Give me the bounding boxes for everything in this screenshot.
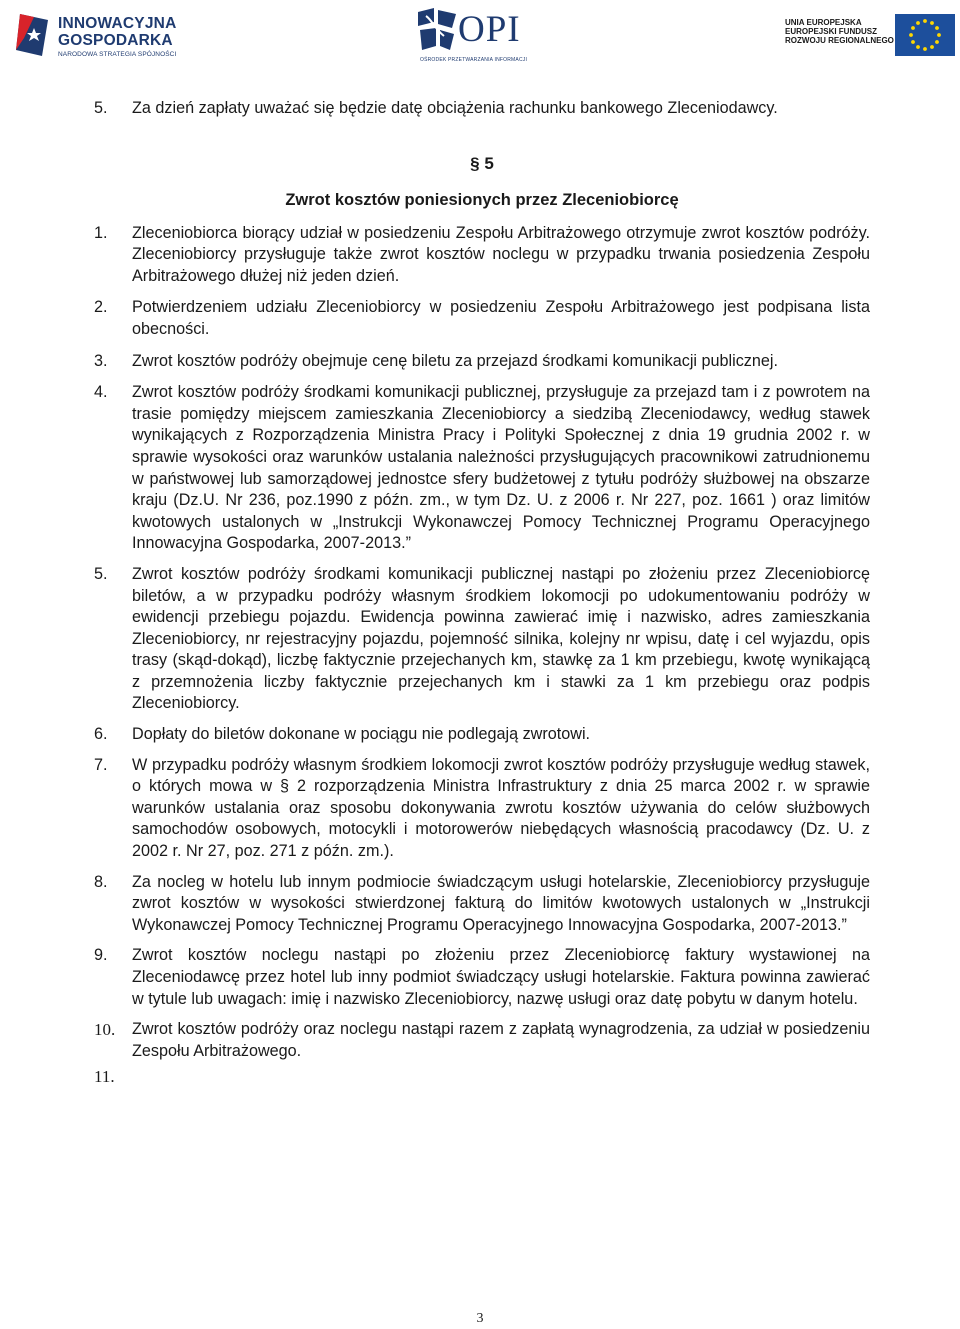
list-item [94, 1066, 870, 1088]
item-number: 5. [94, 564, 108, 583]
item-text: W przypadku podróży własnym środkiem lokomocji zwrot kosztów podróży przysługuje według stawek, o których mowa w § 2 rozporządzenia Ministra Infrastruktury z dnia 25 marca 2002 r. w sprawie warunków ustalania oraz sposobu dokonywania zwrotu kosztów używania do celów służbowych samochodów osobowych, motocykli i motorowerów niebędących własnością pracodawcy (Dz. U. z 2002 r. Nr 27, poz. 271 z późn. zm.). [132, 755, 870, 861]
list-item [94, 223, 870, 288]
list-item [94, 564, 870, 715]
opi-emblem-icon [414, 6, 460, 58]
item-number: 10. [94, 1020, 116, 1040]
item-text: Zleceniobiorca biorący udział w posiedzeniu Zespołu Arbitrażowego otrzymuje zwrot kosztów podróży. Zleceniobiorcy przysługuje także zwrot kosztów noclegu w przypadku trwania posiedzenia Zespołu Arbitrażowego dłużej niż jeden dzień. [132, 223, 870, 285]
item-number: 5. [94, 99, 108, 117]
list-item [94, 351, 870, 373]
item-text: Zwrot kosztów podróży środkami komunikacji publicznej nastąpi po złożeniu przez Zleceniobiorcę biletów, a w przypadku podróży własnym środkiem lokomocji po udokumentowaniu podróży w ewidencji przebiegu pojazdu. Ewidencja powinna zawierać imię i nazwisko, adres zamieszkania Zleceniobiorcy, nr rejestracyjny pojazdu, pojemność silnika, kolejny nr wpisu, datę i cel wyjazdu, opis trasy (skąd-dokąd), liczbę faktycznie przejechanych km, stawkę za 1 km przebiegu, kwotę wynikającą z przemnożenia liczby faktycznie przejechanych km i stawki za 1 km przebiegu oraz podpis Zleceniobiorcy. [132, 564, 870, 713]
item-text: Zwrot kosztów noclegu nastąpi po złożeniu przez Zleceniobiorcę faktury wystawionej na Zleceniodawcę przez hotel lub inny podmiot świadczący usługi hotelarskie. Faktura powinna zawierać w tytule lub uwagach: imię i nazwisko Zleceniobiorcy, nazwę usługi oraz datę pobytu w danym hotelu. [132, 946, 870, 1008]
item-text: Za dzień zapłaty uważać się będzie datę obciążenia rachunku bankowego Zleceniodawcy. [132, 99, 778, 117]
item-number: 11. [94, 1067, 115, 1087]
opi-logo [410, 2, 540, 68]
list-item [94, 755, 870, 863]
opi-logo-word: OPI [458, 9, 521, 50]
list-item [94, 382, 870, 555]
item-text: Za nocleg w hotelu lub innym podmiocie świadczącym usługi hotelarskie, Zleceniobiorcy przysługuje zwrot kosztów w wysokości stwierdzonej fakturą do limitów kwotowych ustalonych w „Instrukcji Wykonawczej Pomocy Technicznej Programu Operacyjnego Innowacyjna Gospodarka, 2007-2013.” [132, 872, 870, 934]
eu-flag-icon [895, 14, 955, 56]
item-text: Zwrot kosztów podróży oraz noclegu nastąpi razem z zapłatą wynagrodzenia, za udział w posiedzeniu Zespołu Arbitrażowego. [132, 1020, 870, 1060]
ig-logo-line1: INNOWACYJNA [58, 15, 177, 32]
item-text: Potwierdzeniem udziału Zleceniobiorcy w posiedzeniu Zespołu Arbitrażowego jest podpisana lista obecności. [132, 298, 870, 338]
item-number: 2. [94, 298, 108, 317]
item-number: 6. [94, 725, 108, 744]
list-item [94, 1019, 870, 1062]
list-item [94, 872, 870, 937]
eu-logo [785, 12, 955, 60]
section-mark: § 5 [470, 153, 494, 173]
eu-logo-line2: EUROPEJSKI FUNDUSZ [785, 27, 878, 37]
item-number: 7. [94, 755, 108, 774]
item-number: 3. [94, 351, 108, 370]
innowacyjna-gospodarka-logo [14, 10, 184, 66]
page-header [0, 0, 960, 72]
opi-logo-subtitle: OŚRODEK PRZETWARZANIA INFORMACJI [420, 57, 528, 63]
ig-logo-line2: GOSPODARKA [58, 31, 173, 49]
eu-logo-line1: UNIA EUROPEJSKA [785, 18, 862, 27]
document-body [94, 98, 870, 1088]
ig-logo-line3: NARODOWA STRATEGIA SPÓJNOŚCI [58, 51, 177, 58]
page-number: 3 [476, 1311, 484, 1326]
item-number: 8. [94, 872, 108, 891]
item-number: 4. [94, 383, 108, 402]
eu-logo-line3: ROZWOJU REGIONALNEGO [785, 36, 894, 46]
list-item [94, 945, 870, 1010]
item-text: Dopłaty do biletów dokonane w pociągu nie podlegają zwrotowi. [132, 725, 591, 744]
list-item [94, 297, 870, 340]
section-title: Zwrot kosztów poniesionych przez Zleceniobiorcę [285, 190, 679, 209]
ig-flag-icon [14, 10, 54, 60]
item-text: Zwrot kosztów podróży środkami komunikacji publicznej, przysługuje za przejazd tam i z powrotem na trasie pomiędzy miejscem zamieszkania Zleceniobiorcy a siedzibą Zleceniodawcy, według stawek wynikających z Rozporządzenia Ministra Pracy i Polityki Społecznej z dnia 19 grudnia 2002 r. w sprawie wysokości oraz warunków ustalania należności przysługujących pracownikowi zatrudnionemu w państwowej lub samorządowej jednostce sfery budżetowej z tytułu podróży służbowej na obszarze kraju (Dz.U. Nr 236, poz.1990 z późn. zm., w tym Dz. U. z 2006 r. Nr 227, poz. 1661 ) oraz limitów kwotowych ustalonych w „Instrukcji Wykonawczej Pomocy Technicznej Programu Operacyjnego Innowacyjna Gospodarka, 2007-2013.” [132, 383, 870, 553]
list-item [94, 724, 870, 746]
item-number: 9. [94, 946, 108, 965]
item-text: Zwrot kosztów podróży obejmuje cenę biletu za przejazd środkami komunikacji publicznej. [132, 351, 778, 370]
item-number: 1. [94, 223, 108, 242]
prev-section-item [94, 98, 870, 120]
